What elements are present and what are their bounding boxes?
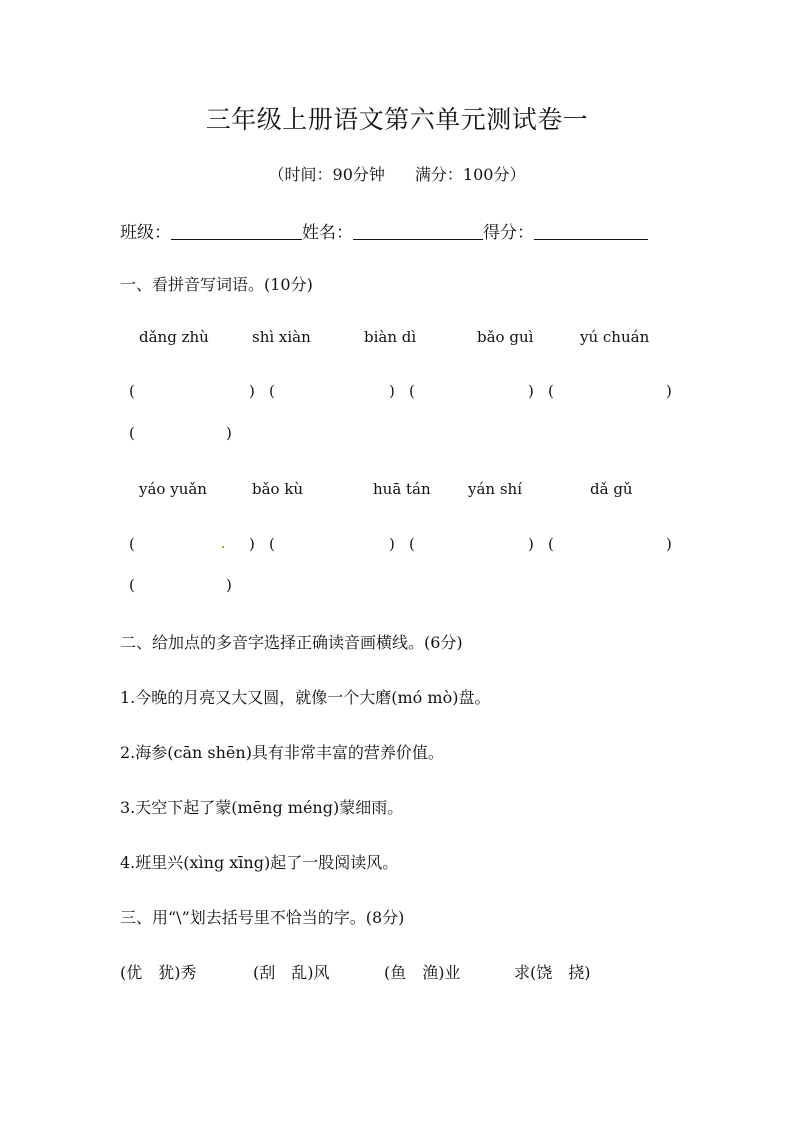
pinyin-item: biàn dì: [364, 328, 417, 346]
pinyin-item: yú chuán: [580, 328, 650, 346]
section-2-heading: 二、给加点的多音字选择正确读音画横线。(6分): [120, 633, 463, 652]
name-label: 姓名：: [302, 223, 353, 243]
answer-paren-close: ): [249, 535, 255, 553]
question-item: 4.班里兴(xìng xīng)起了一股阅读风。: [120, 853, 399, 872]
answer-paren-open: (: [409, 535, 415, 553]
answer-paren-open: (: [548, 382, 554, 400]
option-item: (鱼 渔)业: [384, 963, 461, 982]
pinyin-item: bǎo kù: [252, 480, 304, 498]
section-1-heading: 一、看拼音写词语。(10分): [120, 275, 313, 294]
pinyin-item: bǎo guì: [477, 328, 534, 346]
exam-subtitle: [0, 162, 794, 185]
pinyin-item: yáo yuǎn: [139, 480, 207, 498]
class-label: 班级：: [120, 223, 171, 243]
answer-paren-close: ): [249, 382, 255, 400]
answer-paren-close: ): [666, 382, 672, 400]
answer-paren-open: (: [269, 535, 275, 553]
pinyin-item: dǎ gǔ: [590, 480, 633, 498]
question-item: 1.今晚的月亮又大又圆，就像一个大磨(mó mò)盘。: [120, 688, 491, 707]
answer-paren-open: (: [129, 576, 135, 594]
stray-dot: [222, 546, 224, 548]
answer-paren-open: (: [129, 424, 135, 442]
answer-paren-close: ): [528, 535, 534, 553]
time-limit: （时间：90分钟: [268, 165, 385, 184]
answer-paren-close: ): [226, 424, 232, 442]
answer-paren-close: ): [666, 535, 672, 553]
full-score: 满分：100分）: [414, 165, 526, 184]
class-blank[interactable]: [171, 223, 302, 240]
answer-paren-open: (: [548, 535, 554, 553]
student-info: [120, 218, 648, 243]
option-item: (刮 乱)风: [253, 963, 330, 982]
options-row: [120, 960, 591, 983]
pinyin-item: shì xiàn: [252, 328, 311, 346]
answer-paren-close: ): [389, 382, 395, 400]
pinyin-item: dǎng zhù: [139, 328, 209, 346]
option-item: (优 犹)秀: [120, 963, 197, 982]
section-3-heading: 三、用“\”划去括号里不恰当的字。(8分): [120, 908, 405, 927]
answer-paren-close: ): [389, 535, 395, 553]
page-title: 三年级上册语文第六单元测试卷一: [205, 105, 589, 134]
answer-paren-open: (: [129, 382, 135, 400]
pinyin-item: yán shí: [468, 480, 523, 498]
score-label: 得分：: [483, 223, 534, 243]
answer-paren-close: ): [528, 382, 534, 400]
option-item: 求(饶 挠): [514, 963, 591, 982]
name-blank[interactable]: [353, 223, 483, 240]
answer-paren-open: (: [269, 382, 275, 400]
answer-paren-close: ): [226, 576, 232, 594]
pinyin-item: huā tán: [373, 480, 431, 498]
question-item: 2.海参(cān shēn)具有非常丰富的营养价值。: [120, 743, 444, 762]
answer-paren-open: (: [129, 535, 135, 553]
answer-paren-open: (: [409, 382, 415, 400]
score-blank[interactable]: [534, 223, 648, 240]
question-item: 3.天空下起了蒙(mēng méng)蒙细雨。: [120, 798, 404, 817]
